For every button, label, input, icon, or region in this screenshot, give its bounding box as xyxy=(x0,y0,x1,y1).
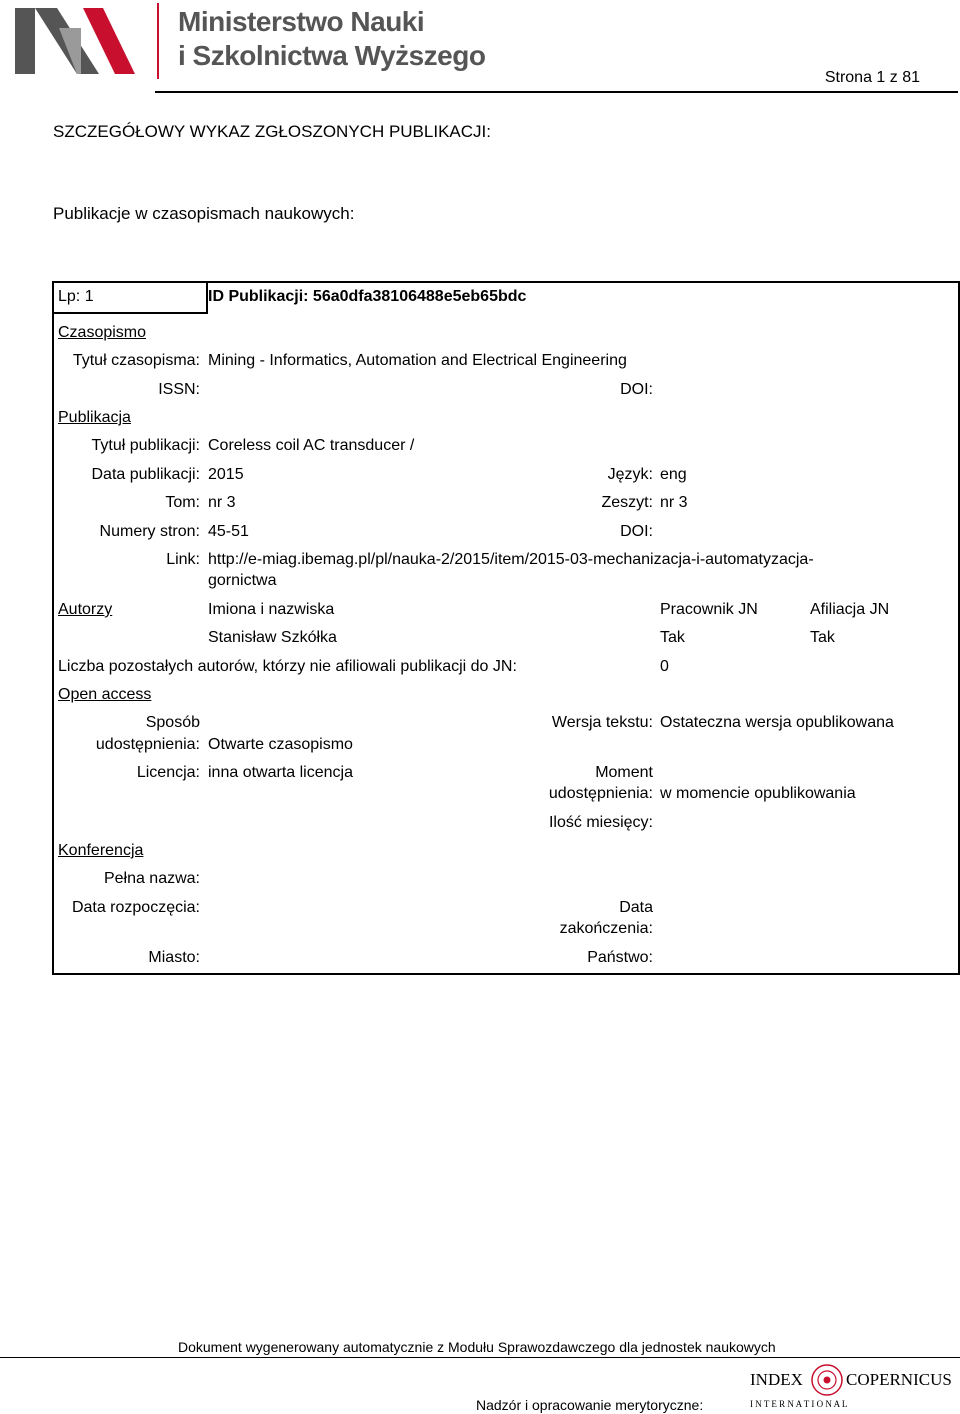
footer-supervision: Nadzór i opracowanie merytoryczne: xyxy=(476,1397,704,1413)
authors-col-affiliation: Afiliacja JN xyxy=(810,601,890,618)
issue: nr 3 xyxy=(660,494,688,511)
license-label: Licencja: xyxy=(136,764,200,781)
language-label: Język: xyxy=(607,466,653,483)
pub-title: Coreless coil AC transducer / xyxy=(208,437,415,454)
record-lp: Lp: 1 xyxy=(58,288,94,305)
pages: 45-51 xyxy=(208,523,249,540)
conf-country-label: Państwo: xyxy=(587,949,653,966)
record-id: ID Publikacji: 56a0dfa38106488e5eb65bdc xyxy=(208,288,527,305)
issue-label: Zeszyt: xyxy=(601,494,653,511)
sharing-label-line2: udostępnienia: xyxy=(95,736,200,753)
section-open-access: Open access xyxy=(58,686,152,703)
other-authors-label: Liczba pozostałych autorów, którzy nie afiliowali publikacji do JN: xyxy=(58,658,517,675)
text-version-label: Wersja tekstu: xyxy=(551,714,653,731)
sharing-label-line1: Sposób xyxy=(145,714,200,731)
author-affiliation: Tak xyxy=(810,629,835,646)
main-heading: SZCZEGÓŁOWY WYKAZ ZGŁOSZONYCH PUBLIKACJI: xyxy=(53,122,491,141)
other-authors-count: 0 xyxy=(660,658,669,675)
page-info: Strona 1 z 81 xyxy=(824,69,920,86)
conf-end-label-line2: zakończenia: xyxy=(559,920,653,937)
moment-label-line2: udostępnienia: xyxy=(548,785,653,802)
pub-date: 2015 xyxy=(208,466,244,483)
section-authors: Autorzy xyxy=(58,601,113,618)
index-copernicus-logo xyxy=(748,1360,958,1410)
pub-doi-label: DOI: xyxy=(620,523,653,540)
ministry-name-line1: Ministerstwo Nauki xyxy=(178,6,425,37)
author-name: Stanisław Szkółka xyxy=(208,629,337,646)
moment-label-line1: Moment xyxy=(595,764,653,781)
pages-label: Numery stron: xyxy=(99,523,200,540)
pub-date-label: Data publikacji: xyxy=(91,466,200,483)
issn-label: ISSN: xyxy=(158,381,200,398)
conf-start-label: Data rozpoczęcia: xyxy=(71,899,200,916)
footer-rule xyxy=(0,1357,960,1358)
footer-generated-note: Dokument wygenerowany automatycznie z Modułu Sprawozdawczego dla jednostek naukowych xyxy=(178,1339,776,1355)
logo-text-copernicus: COPERNICUS xyxy=(846,1370,952,1389)
header-divider xyxy=(157,3,159,79)
text-version: Ostateczna wersja opublikowana xyxy=(660,714,894,731)
conf-city-label: Miasto: xyxy=(148,949,200,966)
volume: nr 3 xyxy=(208,494,236,511)
link-label: Link: xyxy=(166,551,200,568)
authors-col-name: Imiona i nazwiska xyxy=(208,601,335,618)
conf-end-label-line1: Data xyxy=(619,899,653,916)
pub-link-line2[interactable]: gornictwa xyxy=(208,572,277,589)
section-conference: Konferencja xyxy=(58,842,144,859)
journal-title: Mining - Informatics, Automation and Electrical Engineering xyxy=(208,352,627,369)
journal-doi-label: DOI: xyxy=(620,381,653,398)
conf-full-name-label: Pełna nazwa: xyxy=(103,870,200,887)
volume-label: Tom: xyxy=(165,494,200,511)
authors-col-employee: Pracownik JN xyxy=(660,601,758,618)
moment-value: w momencie opublikowania xyxy=(660,785,856,802)
logo-text-index: INDEX xyxy=(750,1370,803,1389)
license: inna otwarta licencja xyxy=(208,764,353,781)
section-journal: Czasopismo xyxy=(58,324,147,341)
ministry-logo xyxy=(15,8,135,74)
section-publication: Publikacja xyxy=(58,409,131,426)
months-label: Ilość miesięcy: xyxy=(548,814,653,831)
sub-heading: Publikacje w czasopismach naukowych: xyxy=(53,204,355,223)
pub-link-line1[interactable]: http://e-miag.ibemag.pl/pl/nauka-2/2015/item/2015-03-mechanizacja-i-automatyzacja- xyxy=(208,551,814,568)
sharing-value: Otwarte czasopismo xyxy=(208,736,353,753)
pub-title-label: Tytuł publikacji: xyxy=(91,437,200,454)
journal-title-label: Tytuł czasopisma: xyxy=(72,352,200,369)
ministry-name-line2: i Szkolnictwa Wyższego xyxy=(178,40,486,71)
language: eng xyxy=(660,466,687,483)
logo-text-international: I N T E R N A T I O N A L xyxy=(750,1399,848,1409)
author-employee: Tak xyxy=(660,629,685,646)
header-rule xyxy=(155,91,958,93)
